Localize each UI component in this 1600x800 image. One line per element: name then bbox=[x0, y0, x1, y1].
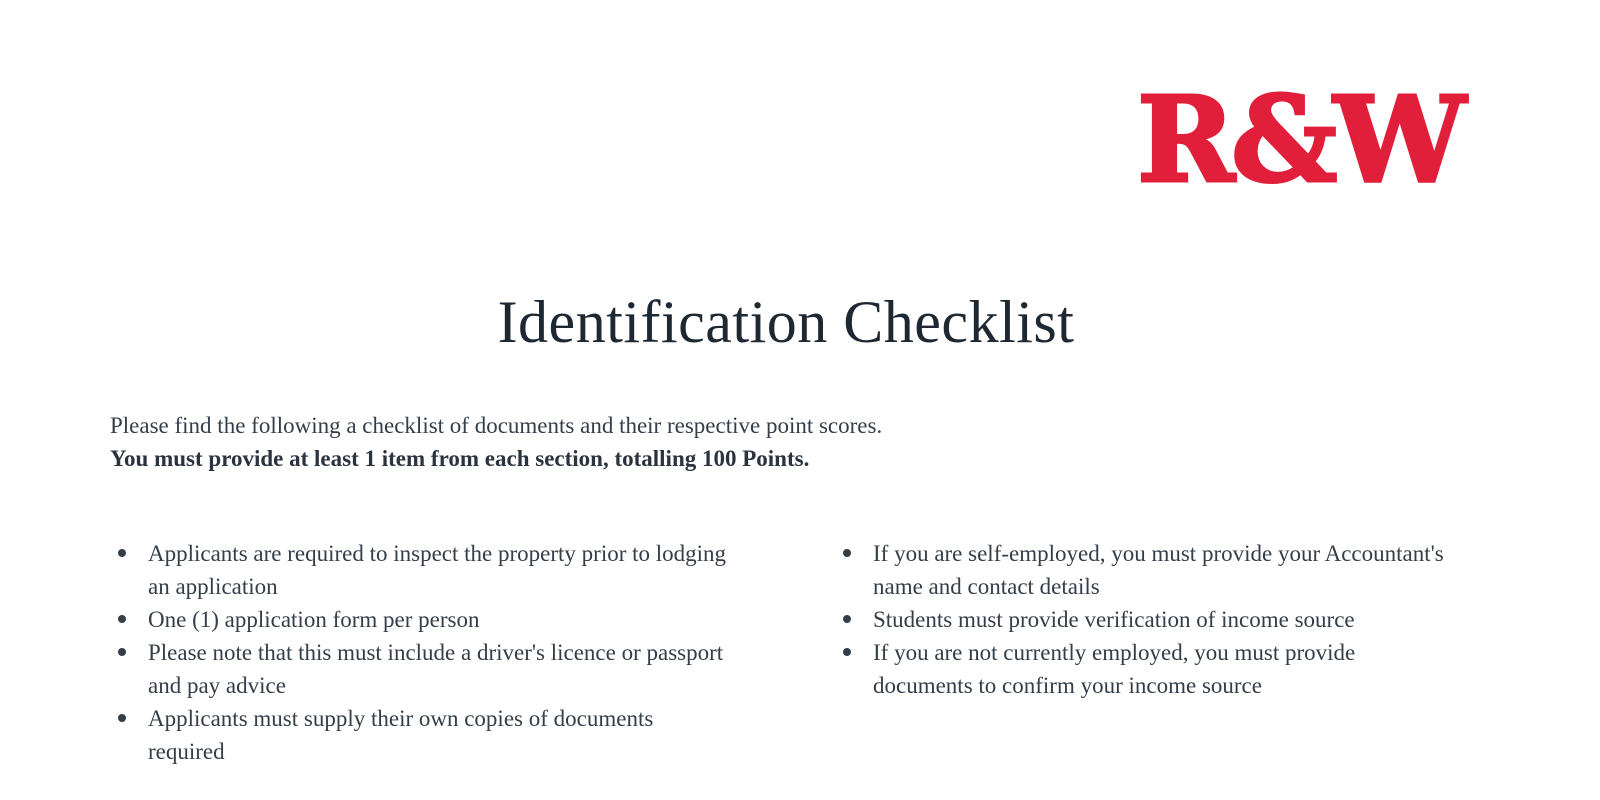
list-item-text: One (1) application form per person bbox=[148, 607, 480, 632]
list-item bbox=[110, 636, 735, 702]
list-item bbox=[110, 603, 735, 636]
intro-line-2: You must provide at least 1 item from each section, totalling 100 Points. bbox=[110, 446, 810, 471]
list-item-text: Please note that this must include a driver's licence or passport and pay advice bbox=[148, 640, 724, 698]
bullet-icon bbox=[118, 714, 126, 722]
notes-column-right bbox=[835, 537, 1460, 768]
list-item bbox=[835, 603, 1460, 636]
checklist-notes bbox=[110, 537, 1462, 768]
list-item bbox=[110, 537, 735, 603]
bullet-icon bbox=[843, 648, 851, 656]
bullet-icon bbox=[118, 615, 126, 623]
notes-column-left bbox=[110, 537, 735, 768]
list-item bbox=[110, 702, 735, 768]
bullet-icon bbox=[118, 549, 126, 557]
list-item-text: Applicants are required to inspect the property prior to lodging an application bbox=[148, 541, 727, 599]
bullet-icon bbox=[843, 549, 851, 557]
list-item-text: Students must provide verification of income source bbox=[873, 607, 1355, 632]
rw-logo: R&W bbox=[1136, 70, 1462, 209]
list-item-text: If you are self-employed, you must provide your Accountant's name and contact details bbox=[873, 541, 1444, 599]
logo-row bbox=[110, 0, 1462, 210]
bullet-list-left bbox=[110, 537, 735, 768]
list-item-text: If you are not currently employed, you must provide documents to confirm your income source bbox=[873, 640, 1356, 698]
list-item-text: Applicants must supply their own copies of documents required bbox=[148, 706, 654, 764]
intro-paragraph bbox=[110, 409, 1462, 475]
intro-line-1: Please find the following a checklist of documents and their respective point scores. bbox=[110, 413, 883, 438]
bullet-icon bbox=[118, 648, 126, 656]
list-item bbox=[835, 636, 1460, 702]
page-title: Identification Checklist bbox=[497, 289, 1075, 355]
list-item bbox=[835, 537, 1460, 603]
bullet-icon bbox=[843, 615, 851, 623]
bullet-list-right bbox=[835, 537, 1460, 702]
